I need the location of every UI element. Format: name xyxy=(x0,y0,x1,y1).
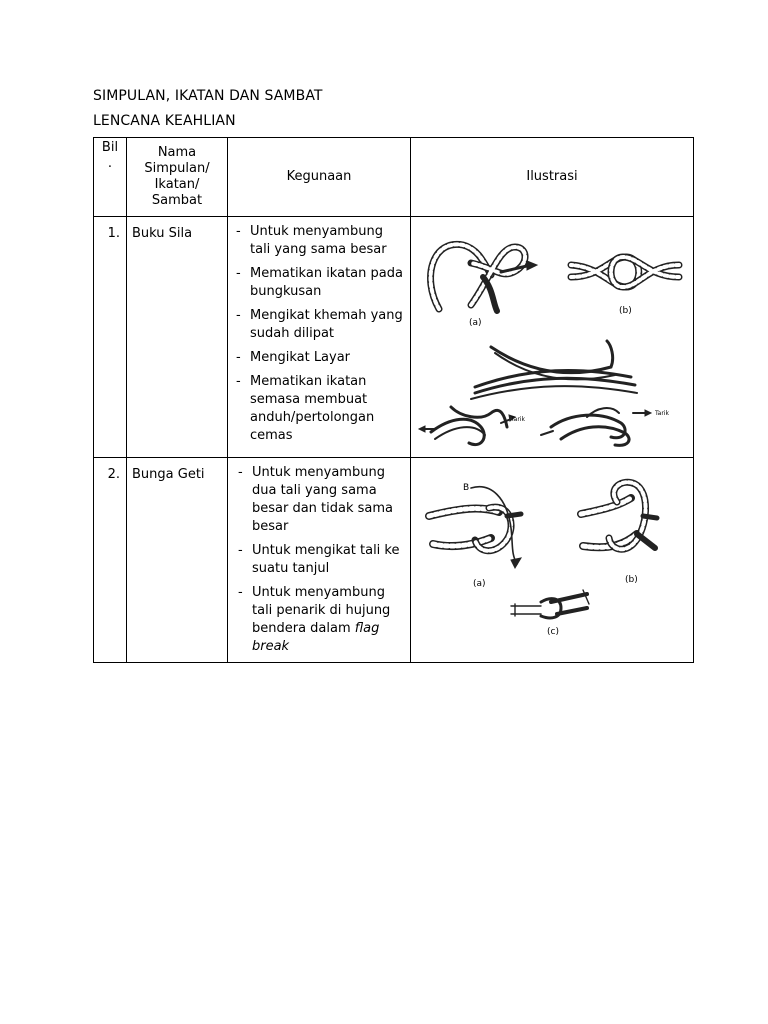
use-item: - Mematikan ikatan pada bungkusan xyxy=(236,265,406,301)
use-item: - Mematikan ikatan semasa membuat anduh/pertolongan cemas xyxy=(236,373,406,445)
knot-uses xyxy=(228,458,411,663)
header-illustration: Ilustrasi xyxy=(411,138,694,217)
header-bil: Bil . xyxy=(94,138,127,217)
header-name: Nama Simpulan/ Ikatan/ Sambat xyxy=(127,138,228,217)
use-item: - Mengikat Layar xyxy=(236,349,406,367)
figure-label-B: B xyxy=(463,483,470,493)
header-uses: Kegunaan xyxy=(228,138,411,217)
row-number: 1. xyxy=(94,217,127,458)
table-row xyxy=(94,217,694,458)
figure-label-b: (b) xyxy=(619,306,632,316)
figure-label-a: (a) xyxy=(473,579,486,589)
knots-table xyxy=(93,137,694,663)
knot-name: Bunga Geti xyxy=(127,458,228,663)
illustration-buku-sila xyxy=(411,217,694,458)
illustration-bunga-geti xyxy=(411,458,694,663)
table-header-row xyxy=(94,138,694,217)
document-subtitle: LENCANA KEAHLIAN xyxy=(93,113,236,129)
row-number: 2. xyxy=(94,458,127,663)
document-title: SIMPULAN, IKATAN DAN SAMBAT xyxy=(93,88,323,104)
reef-knot-illustration xyxy=(411,217,693,457)
use-item: - Untuk menyambung tali penarik di hujung bendera dalam flag break xyxy=(238,584,406,656)
use-item: - Untuk menyambung tali yang sama besar xyxy=(236,223,406,259)
use-item: - Untuk menyambung dua tali yang sama besar dan tidak sama besar xyxy=(238,464,406,536)
figure-label-a: (a) xyxy=(469,318,482,328)
figure-label-b: (b) xyxy=(625,575,638,585)
figure-label-tarik-right: Tarik xyxy=(655,410,669,417)
use-item: - Untuk mengikat tali ke suatu tanjul xyxy=(238,542,406,578)
sheet-bend-illustration xyxy=(411,458,693,662)
knot-uses xyxy=(228,217,411,458)
table-row xyxy=(94,458,694,663)
figure-label-tarik-left: Tarik xyxy=(511,416,525,423)
figure-label-c: (c) xyxy=(547,627,559,637)
knot-name: Buku Sila xyxy=(127,217,228,458)
use-item: - Mengikat khemah yang sudah dilipat xyxy=(236,307,406,343)
